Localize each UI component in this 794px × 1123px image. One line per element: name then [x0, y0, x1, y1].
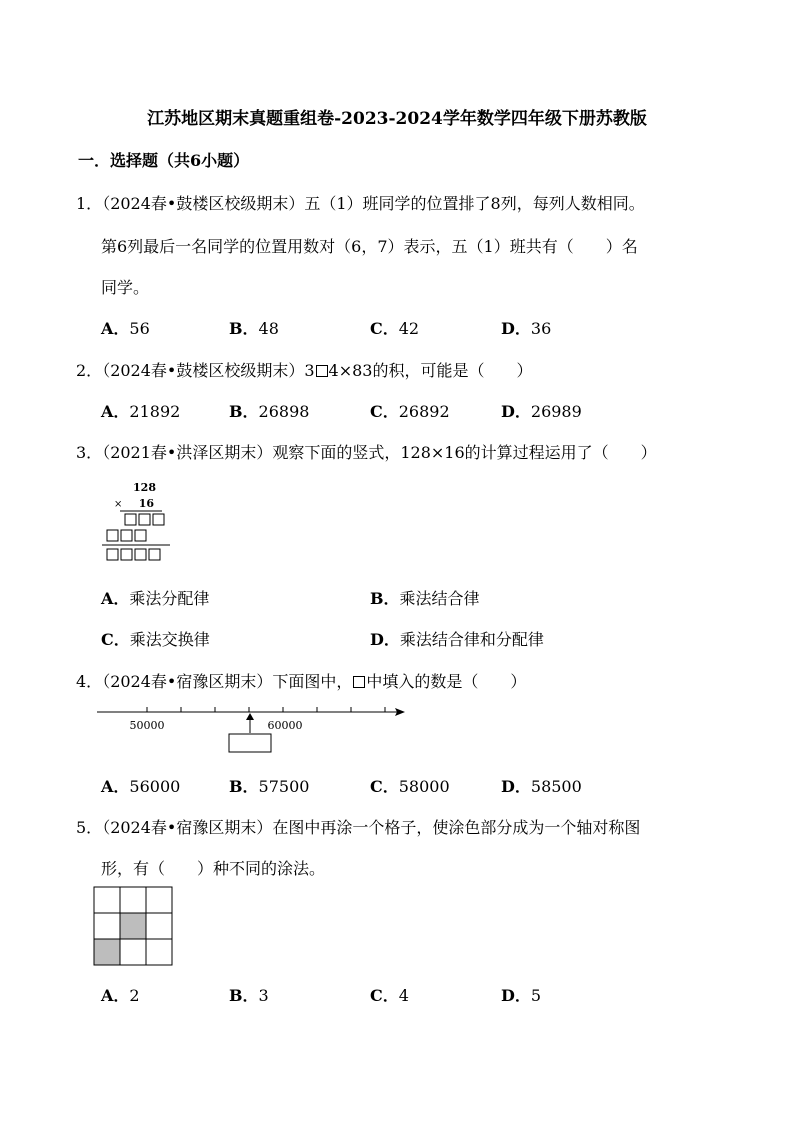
partial-product-1-boxes	[125, 514, 164, 525]
tick-label-50000: 50000	[129, 719, 165, 732]
option-2a[interactable]: A．21892	[101, 402, 181, 421]
option-4a[interactable]: A．56000	[101, 777, 181, 796]
up-arrow-icon	[246, 713, 254, 720]
option-2b[interactable]: B．26898	[229, 402, 310, 421]
option-4d[interactable]: D．58500	[501, 777, 582, 796]
option-1b[interactable]: B．48	[229, 319, 279, 338]
answer-box	[229, 734, 271, 752]
grid-cell	[120, 887, 146, 913]
option-5b[interactable]: B．3	[229, 986, 269, 1005]
option-5c[interactable]: C．4	[370, 986, 409, 1005]
partial-product-2-boxes	[107, 530, 146, 541]
tick-label-60000: 60000	[267, 719, 303, 732]
question-3-line-1: 3．（2021春•洪泽区期末）观察下面的竖式，128×16的计算过程运用了（ ）	[76, 443, 657, 462]
page-title: 江苏地区期末真题重组卷-2023-2024学年数学四年级下册苏教版	[147, 109, 647, 129]
option-3a[interactable]: A．乘法分配律	[101, 589, 210, 608]
question-2-line-1: 2．（2024春•鼓楼区校级期末）3 4×83的积，可能是（ ）	[76, 361, 533, 380]
section-heading: 一．选择题（共6小题）	[78, 151, 250, 170]
blank-box-icon	[353, 676, 365, 688]
option-1c[interactable]: C．42	[370, 319, 420, 338]
option-1a[interactable]: A．56	[101, 319, 150, 338]
vertical-multiplication-figure	[100, 478, 180, 564]
blank-box-icon	[316, 365, 328, 377]
option-5d[interactable]: D．5	[501, 986, 542, 1005]
question-1-line-3: 同学。	[101, 278, 150, 297]
grid-cell	[146, 939, 172, 965]
multiplier: 16	[138, 497, 154, 510]
option-1d[interactable]: D．36	[501, 319, 552, 338]
option-4c[interactable]: C．58000	[370, 777, 450, 796]
grid-cell	[120, 939, 146, 965]
option-3b[interactable]: B．乘法结合律	[370, 589, 480, 608]
number-line-ticks	[147, 707, 385, 712]
grid-cells	[94, 887, 172, 965]
product-boxes	[107, 549, 160, 560]
multiplicand: 128	[133, 481, 156, 494]
grid-cell-shaded	[120, 913, 146, 939]
option-5a[interactable]: A．2	[101, 986, 140, 1005]
option-2d[interactable]: D．26989	[501, 402, 582, 421]
question-1-line-1: 1．（2024春•鼓楼区校级期末）五（1）班同学的位置排了8列，每列人数相同。	[76, 194, 645, 213]
question-5-line-2: 形，有（ ）种不同的涂法。	[101, 859, 326, 878]
option-3d[interactable]: D．乘法结合律和分配律	[370, 630, 544, 649]
option-3c[interactable]: C．乘法交换律	[101, 630, 210, 649]
grid-cell	[94, 887, 120, 913]
option-4b[interactable]: B．57500	[229, 777, 310, 796]
number-line-figure	[95, 700, 411, 756]
grid-figure	[93, 886, 173, 966]
question-5-line-1: 5．（2024春•宿豫区期末）在图中再涂一个格子，使涂色部分成为一个轴对称图	[76, 818, 641, 837]
grid-cell	[146, 887, 172, 913]
times-sign: ×	[114, 499, 123, 510]
question-4-line-1: 4．（2024春•宿豫区期末）下面图中， 中填入的数是（ ）	[76, 672, 527, 691]
question-1-line-2: 第6列最后一名同学的位置用数对（6，7）表示，五（1）班共有（ ）名	[101, 237, 638, 256]
grid-cell	[94, 913, 120, 939]
option-2c[interactable]: C．26892	[370, 402, 450, 421]
grid-cell-shaded	[94, 939, 120, 965]
grid-cell	[146, 913, 172, 939]
